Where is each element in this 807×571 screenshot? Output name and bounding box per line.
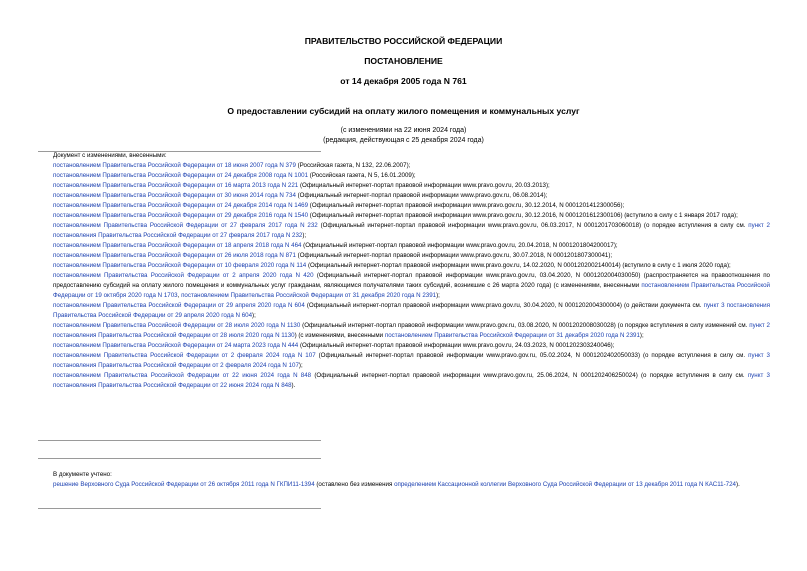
amendment-item: постановлением Правительства Российской Федерации от 28 июля 2020 года N 1130 (Официальный интернет-портал правовой информации www.pravo.gov.ru, 03.08.2020, N 0001202008030028) (о порядке вступления в силу изменений см. пункт 2 постановления Правительства Российской Федерации от 28 июля 2020 года N 1130) (с изменениями, внесенными постановлением Правительства Российской Федерации от 31 декабря 2020 года N 2391); <box>53 322 771 339</box>
amendments-block <box>38 151 770 391</box>
amendment-item: постановлением Правительства Российской Федерации от 24 декабря 2008 года N 1001 (Российская газета, N 5, 16.01.2009); <box>53 172 416 179</box>
amendment-item: постановлением Правительства Российской Федерации от 29 декабря 2016 года N 1540 (Официальный интернет-портал правовой информации www.pravo.gov.ru, 30.12.2016, N 0001201612300106) (вступило в силу с 1 января 2017 года); <box>53 212 738 219</box>
amendment-clause-link[interactable]: постановлением Правительства Российской Федерации от 31 декабря 2020 года N 2391 <box>181 292 437 299</box>
amendment-clause-link[interactable]: пункт 2 постановления Правительства Российской Федерации от 28 июля 2020 года N 1130 <box>53 322 771 339</box>
amendment-item: постановлением Правительства Российской Федерации от 16 марта 2013 года N 221 (Официальный интернет-портал правовой информации www.pravo.gov.ru, 20.03.2013); <box>53 182 550 189</box>
amendment-link[interactable]: постановлением Правительства Российской Федерации от 29 декабря 2016 года N 1540 <box>53 212 309 219</box>
amendment-link[interactable]: постановлением Правительства Российской Федерации от 30 июня 2014 года N 734 <box>53 192 296 199</box>
amendment-link[interactable]: постановлением Правительства Российской Федерации от 22 июня 2024 года N 848 <box>53 372 312 379</box>
divider-line <box>38 458 321 459</box>
edition-note: (редакция, действующая с 25 декабря 2024 года) <box>323 137 484 144</box>
amendment-link[interactable]: постановлением Правительства Российской Федерации от 24 декабря 2014 года N 1469 <box>53 202 309 209</box>
amendment-link[interactable]: постановлением Правительства Российской Федерации от 16 марта 2013 года N 221 <box>53 182 299 189</box>
amendment-item: постановлением Правительства Российской Федерации от 29 апреля 2020 года N 604 (Официальный интернет-портал правовой информации www.pravo.gov.ru, 30.04.2020, N 0001202004300004) (о действии документа см. пункт 3 постановления Правительства Российской Федерации от 29 апреля 2020 года N 604); <box>53 302 770 319</box>
changes-note: (с изменениями на 22 июня 2024 года) <box>340 127 467 134</box>
amendment-clause-link[interactable]: пункт 3 постановления Правительства Российской Федерации от 2 февраля 2024 года N 107 <box>53 352 770 369</box>
cassation-ruling-link[interactable]: определением Кассационной коллегии Верховного Суда Российской Федерации от 13 декабря 2011 года N КАС11-724 <box>394 481 737 488</box>
amendment-clause-link[interactable]: пункт 2 постановления Правительства Российской Федерации от 27 февраля 2017 года N 232 <box>53 222 770 239</box>
amendment-item: постановлением Правительства Российской Федерации от 2 февраля 2024 года N 107 (Официальный интернет-портал правовой информации www.pravo.gov.ru, 05.02.2024, N 0001202402050033) (о порядке вступления в силу см. пункт 3 постановления Правительства Российской Федерации от 2 февраля 2024 года N 107); <box>53 352 770 369</box>
document-type: ПОСТАНОВЛЕНИЕ <box>364 56 443 66</box>
court-decision-link[interactable]: решение Верховного Суда Российской Федерации от 26 октября 2011 года N ГКПИ11-1394 <box>53 481 315 488</box>
amendment-item: постановлением Правительства Российской Федерации от 30 июня 2014 года N 734 (Официальный интернет-портал правовой информации www.pravo.gov.ru, 06.08.2014); <box>53 192 548 199</box>
considered-block <box>38 470 770 490</box>
amendment-item: постановлением Правительства Российской Федерации от 26 июля 2018 года N 871 (Официальный интернет-портал правовой информации www.pravo.gov.ru, 30.07.2018, N 0001201807300041); <box>53 252 613 259</box>
amendment-clause-link[interactable]: постановлением Правительства Российской Федерации от 31 декабря 2020 года N 2391 <box>384 332 640 339</box>
document-title: О предоставлении субсидий на оплату жилого помещения и коммунальных услуг <box>227 106 580 116</box>
amendment-link[interactable]: постановлением Правительства Российской Федерации от 18 июня 2007 года N 379 <box>53 162 296 169</box>
document-date: от 14 декабря 2005 года N 761 <box>340 76 467 86</box>
amendment-item: постановлением Правительства Российской Федерации от 18 апреля 2018 года N 464 (Официальный интернет-портал правовой информации www.pravo.gov.ru, 20.04.2018, N 0001201804200017); <box>53 242 618 249</box>
amendment-item: постановлением Правительства Российской Федерации от 24 декабря 2014 года N 1469 (Официальный интернет-портал правовой информации www.pravo.gov.ru, 30.12.2014, N 0001201412300056); <box>53 202 625 209</box>
amendment-item: постановлением Правительства Российской Федерации от 22 июня 2024 года N 848 (Официальный интернет-портал правовой информации www.pravo.gov.ru, 25.06.2024, N 0001202406250024) (о порядке вступления в силу см. пункт 3 постановления Правительства Российской Федерации от 22 июня 2024 года N 848). <box>53 372 770 389</box>
divider-line <box>38 508 321 509</box>
considered-item: решение Верховного Суда Российской Федерации от 26 октября 2011 года N ГКПИ11-1394 (оставлено без изменения определением Кассационной коллегии Верховного Суда Российской Федерации от 13 декабря 2011 года N КАС11-724). <box>53 481 740 488</box>
amendment-item: постановлением Правительства Российской Федерации от 2 апреля 2020 года N 420 (Официальный интернет-портал правовой информации www.pravo.gov.ru, 03.04.2020, N 0001202004030050) (распространяется на правоотношения по предоставлению субсидий на оплату жилого помещения и коммунальных услуг гражданам, являющимся получателями таких субсидий, возникшие с 26 марта 2020 года) (с изменениями, внесенными постановлением Правительства Российской Федерации от 19 октября 2020 года N 1703, постановлением Правительства Российской Федерации от 31 декабря 2020 года N 2391); <box>53 272 770 299</box>
amendment-clause-link[interactable]: постановлением Правительства Российской Федерации от 19 октября 2020 года N 1703 <box>53 282 770 299</box>
amendment-clause-link[interactable]: пункт 3 постановления Правительства Российской Федерации от 22 июня 2024 года N 848 <box>53 372 770 389</box>
amendment-link[interactable]: постановлением Правительства Российской Федерации от 10 февраля 2020 года N 114 <box>53 262 307 269</box>
amendment-link[interactable]: постановлением Правительства Российской Федерации от 2 апреля 2020 года N 420 <box>53 272 314 279</box>
amendment-link[interactable]: постановлением Правительства Российской Федерации от 26 июля 2018 года N 871 <box>53 252 296 259</box>
amendment-link[interactable]: постановлением Правительства Российской Федерации от 28 июля 2020 года N 1130 <box>53 322 301 329</box>
amendment-item: постановлением Правительства Российской Федерации от 27 февраля 2017 года N 232 (Официальный интернет-портал правовой информации www.pravo.gov.ru, 06.03.2017, N 0001201703060018) (о порядке вступления в силу см. пункт 2 постановления Правительства Российской Федерации от 27 февраля 2017 года N 232); <box>53 222 770 239</box>
amendment-clause-link[interactable]: пункт 3 постановления Правительства Российской Федерации от 29 апреля 2020 года N 604 <box>53 302 770 319</box>
considered-intro: В документе учтено: <box>53 471 112 478</box>
amendment-item: постановлением Правительства Российской Федерации от 10 февраля 2020 года N 114 (Официальный интернет-портал правовой информации www.pravo.gov.ru, 14.02.2020, N 0001202002140014) (вступило в силу с 1 июля 2020 года); <box>53 262 731 269</box>
amendment-item: постановлением Правительства Российской Федерации от 18 июня 2007 года N 379 (Российская газета, N 132, 22.06.2007); <box>53 162 411 169</box>
divider-line <box>38 440 321 441</box>
government-title: ПРАВИТЕЛЬСТВО РОССИЙСКОЙ ФЕДЕРАЦИИ <box>304 36 503 46</box>
amendment-link[interactable]: постановлением Правительства Российской Федерации от 2 февраля 2024 года N 107 <box>53 352 316 359</box>
amendment-item: постановлением Правительства Российской Федерации от 24 марта 2023 года N 444 (Официальный интернет-портал правовой информации www.pravo.gov.ru, 24.03.2023, N 0001202303240046); <box>53 342 615 349</box>
amendments-intro: Документ с изменениями, внесенными: <box>53 152 167 159</box>
amendment-link[interactable]: постановлением Правительства Российской Федерации от 18 апреля 2018 года N 464 <box>53 242 302 249</box>
amendment-link[interactable]: постановлением Правительства Российской Федерации от 27 февраля 2017 года N 232 <box>53 222 318 229</box>
amendment-link[interactable]: постановлением Правительства Российской Федерации от 24 декабря 2008 года N 1001 <box>53 172 309 179</box>
amendment-link[interactable]: постановлением Правительства Российской Федерации от 29 апреля 2020 года N 604 <box>53 302 305 309</box>
amendment-link[interactable]: постановлением Правительства Российской Федерации от 24 марта 2023 года N 444 <box>53 342 299 349</box>
